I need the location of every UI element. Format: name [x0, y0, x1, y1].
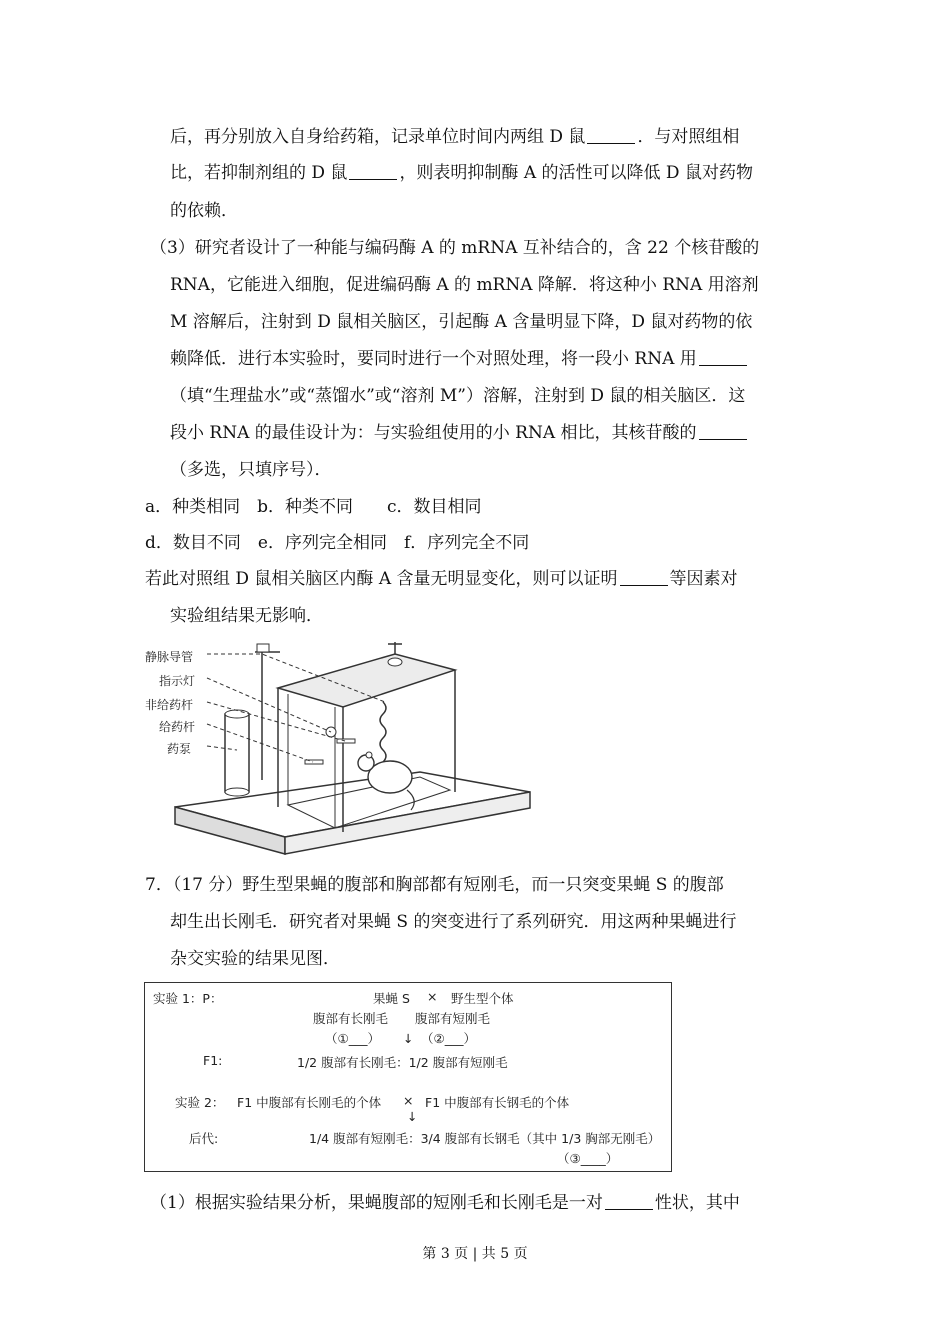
- offspring-label: 后代:: [189, 1131, 219, 1146]
- q3-line-4: 赖降低．进行本实验时，要同时进行一个对照处理，将一段小 RNA 用: [170, 348, 749, 370]
- p-female: 果蝇 S: [373, 991, 410, 1006]
- q7-line-1: 7．（17 分）野生型果蝇的腹部和胸部都有短刚毛，而一只突变果蝇 S 的腹部: [145, 875, 724, 895]
- exp1-label: 实验 1：P：: [153, 991, 223, 1006]
- q3-line-6: 段小 RNA 的最佳设计为：与实验组使用的小 RNA 相比，其核苷酸的: [170, 422, 749, 444]
- page-footer: 第 3 页 | 共 5 页: [422, 1246, 528, 1262]
- q3-line-7: （多选，只填序号）．: [170, 460, 332, 480]
- label-indicator-lamp: 指示灯: [159, 674, 196, 688]
- drug-box-diagram: [145, 632, 545, 860]
- arrow-down-icon: ↓: [403, 1031, 414, 1046]
- options-row-1: a．种类相同 b．种类不同 c．数目相同: [145, 497, 482, 517]
- label-inactive-lever: 非给药杆: [145, 698, 194, 712]
- answer-blank: [349, 163, 397, 180]
- f1-result: 1/2 腹部有长刚毛：1/2 腹部有短刚毛: [297, 1055, 508, 1070]
- arrow-down-icon: ↓: [407, 1109, 418, 1124]
- continuation-line-2: 比，若抑制剂组的 D 鼠 ，则表明抑制酶 A 的活性可以降低 D 鼠对药物: [170, 163, 753, 183]
- p-male-trait: 腹部有短刚毛: [415, 1011, 491, 1026]
- cross-experiment-table: [144, 982, 672, 1172]
- blank-3: （③____）: [557, 1151, 619, 1166]
- q7-line-2: 却生出长刚毛．研究者对果蝇 S 的突变进行了系列研究．用这两种果蝇进行: [170, 912, 737, 932]
- q7-sub1-line: （1）根据实验结果分析，果蝇腹部的短刚毛和长刚毛是一对 性状，其中: [150, 1193, 740, 1213]
- continuation-line-1: 后，再分别放入自身给药箱，记录单位时间内两组 D 鼠 ．与对照组相: [170, 127, 740, 147]
- exp2-parent-2: F1 中腹部有长钢毛的个体: [425, 1095, 570, 1110]
- blank-1: （①___）: [325, 1031, 380, 1046]
- exp2-parent-1: F1 中腹部有长刚毛的个体: [237, 1095, 382, 1110]
- q3-line-3: M 溶解后，注射到 D 鼠相关脑区，引起酶 A 含量明显下降，D 鼠对药物的依: [170, 312, 753, 332]
- label-active-lever: 给药杆: [159, 720, 196, 734]
- drug-box-illustration: [145, 632, 545, 860]
- answer-blank: [587, 127, 635, 144]
- p-female-trait: 腹部有长刚毛: [313, 1011, 389, 1026]
- p-male: 野生型个体: [451, 991, 514, 1006]
- answer-blank: [605, 1193, 653, 1210]
- label-iv-catheter: 静脉导管: [145, 650, 194, 664]
- blank-2: （②___）: [421, 1031, 476, 1046]
- q3-line-2: RNA，它能进入细胞，促进编码酶 A 的 mRNA 降解．将这种小 RNA 用溶剂: [170, 275, 759, 295]
- cross-sign-2: ×: [403, 1093, 414, 1108]
- continuation-line-3: 的依赖．: [170, 201, 238, 221]
- q3-line-1: （3）研究者设计了一种能与编码酶 A 的 mRNA 互补结合的，含 22 个核苷酸的: [150, 238, 760, 258]
- q7-line-3: 杂交实验的结果见图．: [170, 949, 340, 969]
- offspring-result: 1/4 腹部有短刚毛：3/4 腹部有长钢毛（其中 1/3 胸部无刚毛）: [309, 1131, 661, 1146]
- conclusion-line-2: 实验组结果无影响．: [170, 606, 323, 626]
- conclusion-line-1: 若此对照组 D 鼠相关脑区内酶 A 含量无明显变化，则可以证明 等因素对: [145, 569, 738, 589]
- answer-blank: [699, 423, 747, 440]
- cross-sign: ×: [427, 989, 438, 1004]
- q3-line-5: （填“生理盐水”或“蒸馏水”或“溶剂 M”）溶解，注射到 D 鼠的相关脑区．这: [170, 386, 746, 406]
- label-drug-pump: 药泵: [167, 742, 192, 756]
- answer-blank: [699, 349, 747, 366]
- exp2-label: 实验 2：: [175, 1095, 225, 1110]
- answer-blank: [620, 569, 668, 586]
- f1-label: F1:: [203, 1053, 223, 1068]
- options-row-2: d．数目不同 e．序列完全相同 f．序列完全不同: [145, 533, 530, 553]
